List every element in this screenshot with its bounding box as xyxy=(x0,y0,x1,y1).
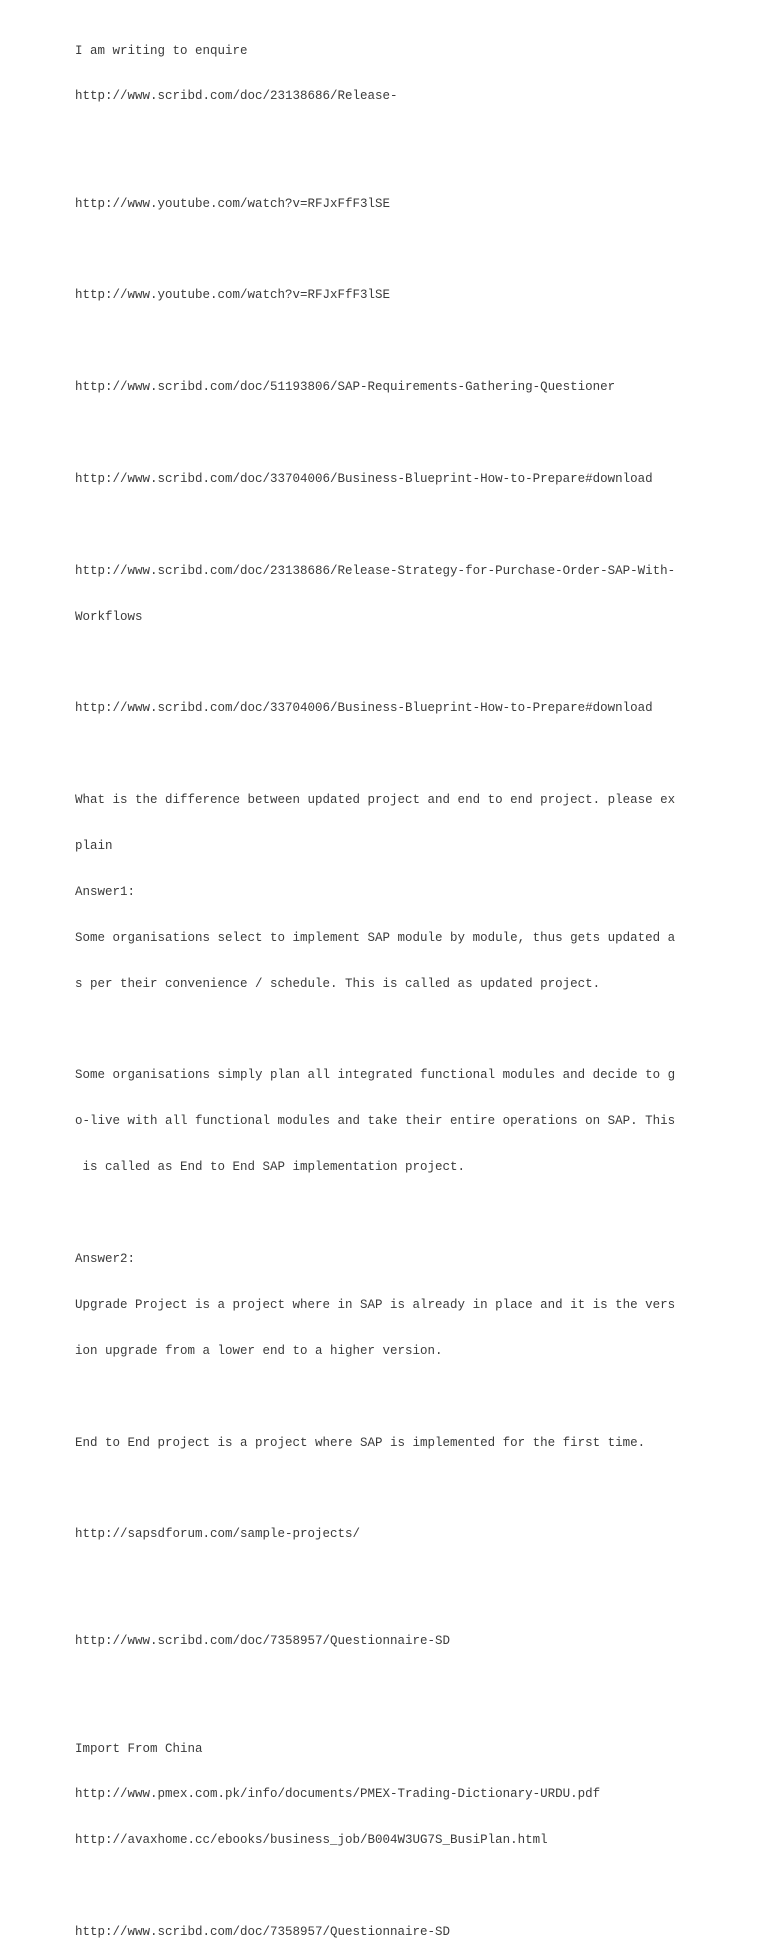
answer2-line: ion upgrade from a lower end to a higher version. xyxy=(75,1343,443,1358)
spacer xyxy=(75,1206,695,1221)
answer2-line: Upgrade Project is a project where in SAP is already in place and it is the vers xyxy=(75,1297,676,1312)
link-scribd-questionnaire-1[interactable]: http://www.scribd.com/doc/7358957/Questionnaire-SD xyxy=(75,1634,451,1649)
spacer xyxy=(75,655,695,670)
answer1-line: Some organisations simply plan all integrated functional modules and decide to g xyxy=(75,1068,676,1083)
spacer xyxy=(75,334,695,349)
question-line: plain xyxy=(75,839,113,854)
answer1-line: o-live with all functional modules and take their entire operations on SAP. This xyxy=(75,1114,676,1129)
link-youtube-2[interactable]: http://www.youtube.com/watch?v=RFJxFfF3lSE xyxy=(75,288,391,303)
answer1-heading: Answer1: xyxy=(75,884,136,899)
link-pmex[interactable]: http://www.pmex.com.pk/info/documents/PMEX-Trading-Dictionary-URDU.pdf xyxy=(75,1787,601,1802)
link-scribd-blueprint-2[interactable]: http://www.scribd.com/doc/33704006/Business-Blueprint-How-to-Prepare#download xyxy=(75,701,653,716)
link-scribd-blueprint-1[interactable]: http://www.scribd.com/doc/33704006/Business-Blueprint-How-to-Prepare#download xyxy=(75,471,653,486)
spacer xyxy=(75,1680,695,1711)
spacer xyxy=(75,518,695,533)
document-body xyxy=(75,13,695,1956)
spacer xyxy=(75,135,695,166)
spacer xyxy=(75,426,695,441)
question-line: What is the difference between updated project and end to end project. please ex xyxy=(75,793,676,808)
link-scribd-release-strategy-cont[interactable]: Workflows xyxy=(75,609,143,624)
answer1-line: Some organisations select to implement SAP module by module, thus gets updated a xyxy=(75,930,676,945)
answer1-line: s per their convenience / schedule. This is called as updated project. xyxy=(75,976,601,991)
spacer xyxy=(75,1482,695,1497)
link-scribd-questionnaire-2[interactable]: http://www.scribd.com/doc/7358957/Questionnaire-SD xyxy=(75,1925,451,1940)
link-avaxhome[interactable]: http://avaxhome.cc/ebooks/business_job/B004W3UG7S_BusiPlan.html xyxy=(75,1833,548,1848)
text-line: I am writing to enquire xyxy=(75,43,248,58)
spacer xyxy=(75,1023,695,1038)
link-sapsdforum[interactable]: http://sapsdforum.com/sample-projects/ xyxy=(75,1527,361,1542)
spacer xyxy=(75,747,695,762)
spacer xyxy=(75,1573,695,1604)
link-scribd-sap-requirements[interactable]: http://www.scribd.com/doc/51193806/SAP-Requirements-Gathering-Questioner xyxy=(75,380,616,395)
spacer xyxy=(75,1879,695,1894)
link-scribd-release[interactable]: http://www.scribd.com/doc/23138686/Release- xyxy=(75,89,398,104)
import-heading: Import From China xyxy=(75,1741,203,1756)
answer1-line: is called as End to End SAP implementation project. xyxy=(75,1160,466,1175)
link-scribd-release-strategy[interactable]: http://www.scribd.com/doc/23138686/Release-Strategy-for-Purchase-Order-SAP-With- xyxy=(75,563,676,578)
end-to-end-line: End to End project is a project where SAP is implemented for the first time. xyxy=(75,1435,646,1450)
spacer xyxy=(75,1390,695,1405)
answer2-heading: Answer2: xyxy=(75,1252,136,1267)
spacer xyxy=(75,242,695,257)
link-youtube-1[interactable]: http://www.youtube.com/watch?v=RFJxFfF3lSE xyxy=(75,196,391,211)
